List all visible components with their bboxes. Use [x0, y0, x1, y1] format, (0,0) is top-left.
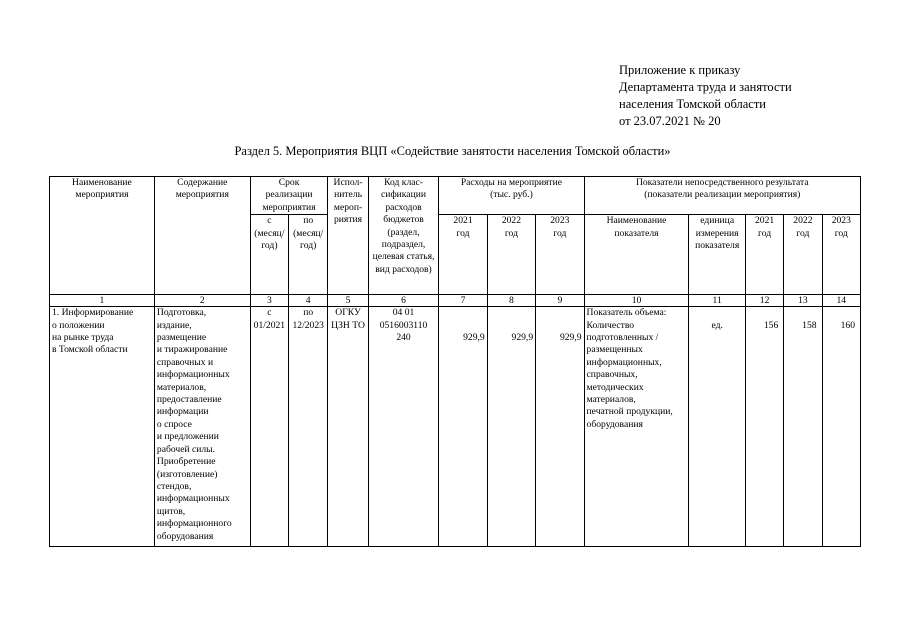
- column-number: 9: [536, 295, 584, 307]
- indicator-unit: ед.: [689, 307, 745, 547]
- budget-code: 04 01 0516003110 240: [368, 307, 439, 547]
- column-number: 2: [154, 295, 250, 307]
- column-number: 7: [439, 295, 487, 307]
- column-number: 13: [784, 295, 822, 307]
- column-number: 5: [328, 295, 368, 307]
- header-content: Содержание мероприятия: [154, 177, 250, 295]
- header-budget-code: Код клас- сификации расходов бюджетов (раздел, подраздел, целевая статья, вид расходов): [368, 177, 439, 295]
- activities-table: [49, 176, 861, 547]
- column-number: 11: [689, 295, 745, 307]
- header-indicators: Показатели непосредственного результата (показатели реализации мероприятия): [584, 177, 860, 215]
- period-from: с 01/2021: [250, 307, 288, 547]
- column-number: 14: [822, 295, 860, 307]
- column-number: 12: [745, 295, 783, 307]
- appendix-line: Департамента труда и занятости: [619, 80, 792, 94]
- activity-name: 1. Информирование о положении на рынке труда в Томской области: [50, 307, 155, 547]
- indicator-name: Показатель объема: Количество подготовленных / размещенных информационных, справочных, методических материалов, печатной продукции, оборудования: [584, 307, 689, 547]
- header-exp-2023: 2023 год: [536, 215, 584, 295]
- appendix-line: населения Томской области: [619, 97, 766, 111]
- header-period-from: с (месяц/ год): [250, 215, 288, 295]
- table-row: [50, 307, 861, 547]
- indicator-2021: 156: [745, 307, 783, 547]
- section-title: Раздел 5. Мероприятия ВЦП «Содействие занятости населения Томской области»: [234, 144, 671, 158]
- header-executor: Испол- нитель мероп- риятия: [328, 177, 368, 295]
- header-period: Срок реализации мероприятия: [250, 177, 328, 215]
- column-number: 6: [368, 295, 439, 307]
- header-exp-2021: 2021 год: [439, 215, 487, 295]
- column-number: 3: [250, 295, 288, 307]
- header-expenses: Расходы на мероприятие (тыс. руб.): [439, 177, 584, 215]
- appendix-block: [619, 62, 792, 130]
- header-exp-2022: 2022 год: [487, 215, 535, 295]
- column-number: 1: [50, 295, 155, 307]
- header-name: Наименование мероприятия: [50, 177, 155, 295]
- header-indicator-name: Наименование показателя: [584, 215, 689, 295]
- activity-content: Подготовка, издание, размещение и тиражирование справочных и информационных материалов, предоставление информации о спросе и предложении рабочей силы. Приобретение (изготовление) стендов, информационных щитов, информационного оборудования: [154, 307, 250, 547]
- expense-2023: 929,9: [536, 307, 584, 547]
- header-indicator-unit: единица измерения показателя: [689, 215, 745, 295]
- indicator-2023: 160: [822, 307, 860, 547]
- header-ind-2022: 2022 год: [784, 215, 822, 295]
- header-ind-2023: 2023 год: [822, 215, 860, 295]
- column-number: 4: [289, 295, 328, 307]
- header-ind-2021: 2021 год: [745, 215, 783, 295]
- appendix-line: Приложение к приказу: [619, 63, 741, 77]
- column-number: 8: [487, 295, 535, 307]
- header-period-to: по (месяц/ год): [289, 215, 328, 295]
- indicator-2022: 158: [784, 307, 822, 547]
- expense-2022: 929,9: [487, 307, 535, 547]
- expense-2021: 929,9: [439, 307, 487, 547]
- period-to: по 12/2023: [289, 307, 328, 547]
- column-number: 10: [584, 295, 689, 307]
- appendix-line: от 23.07.2021 № 20: [619, 114, 721, 128]
- executor: ОГКУ ЦЗН ТО: [328, 307, 368, 547]
